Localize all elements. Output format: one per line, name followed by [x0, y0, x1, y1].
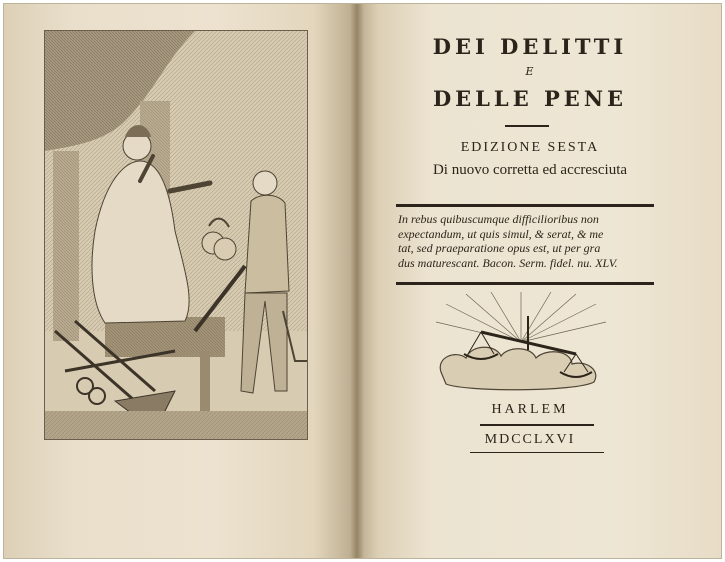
scales-of-justice-icon	[426, 292, 616, 396]
epigraph	[398, 212, 656, 270]
imprint-place: HARLEM	[491, 402, 569, 417]
title-line-2: DELLE PENE	[432, 86, 628, 111]
frontispiece-engraving	[44, 30, 308, 440]
quote-bottom-rule	[396, 282, 654, 285]
epigraph-line: In rebus quibuscumque difficilioribus non	[398, 212, 599, 226]
edition-label: EDIZIONE SESTA	[460, 140, 600, 155]
epigraph-line: tat, sed praeparatione opus est, ut per gra	[398, 241, 601, 255]
epigraph-line: dus maturescant. Bacon. Serm. fidel. nu. XLV.	[398, 255, 618, 270]
imprint-rule	[480, 424, 594, 426]
imprint-year: MDCCLXVI	[484, 432, 576, 447]
frontispiece-illustration	[45, 31, 307, 439]
subtitle: Di nuovo corretta ed accresciuta	[432, 162, 628, 178]
epigraph-line: expectandum, ut quis simul, & serat, & me	[398, 226, 604, 241]
imprint-bottom-rule	[470, 452, 604, 453]
quote-top-rule	[396, 204, 654, 207]
title-rule	[505, 125, 549, 127]
title-line-1: DEI DELITTI	[432, 34, 628, 59]
title-conjunction: E	[525, 65, 535, 78]
book-gutter	[350, 4, 364, 559]
